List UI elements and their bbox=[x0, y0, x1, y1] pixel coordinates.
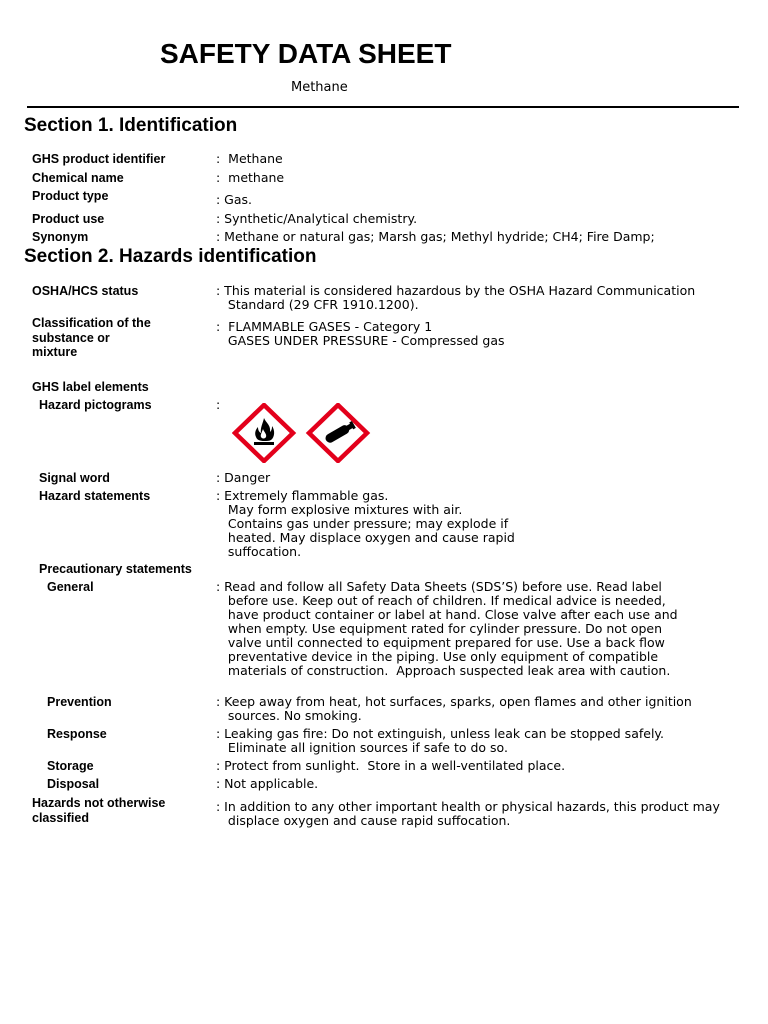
ghs-product-identifier-label: GHS product identifier bbox=[32, 152, 166, 166]
product-type-value: : Gas. bbox=[216, 192, 253, 207]
chemical-name-value: : methane bbox=[216, 170, 285, 185]
signal-word-label: Signal word bbox=[39, 471, 110, 485]
prevention-label: Prevention bbox=[47, 695, 112, 709]
hazard-statements-value: : Extremely flammable gas. May form explosive mixtures with air. Contains gas under pressure; may explode if heated. May displace oxygen and cause rapid suffocation. bbox=[216, 488, 515, 559]
product-use-value: : Synthetic/Analytical chemistry. bbox=[216, 211, 418, 226]
document-subtitle: Methane bbox=[291, 80, 348, 95]
classification-label: Classification of the substance or mixture bbox=[32, 316, 151, 359]
ghs-label-elements-heading: GHS label elements bbox=[32, 380, 149, 394]
chemical-name-label: Chemical name bbox=[32, 171, 124, 185]
response-value: : Leaking gas fire: Do not extinguish, unless leak can be stopped safely. Eliminate all ignition sources if safe to do so. bbox=[216, 726, 665, 755]
prevention-value: : Keep away from heat, hot surfaces, sparks, open flames and other ignition sources. No smoking. bbox=[216, 694, 692, 723]
section-1-heading: Section 1. Identification bbox=[24, 115, 238, 136]
osha-hcs-status-value: : This material is considered hazardous by the OSHA Hazard Communication Standard (29 CFR 1910.1200). bbox=[216, 283, 696, 312]
osha-hcs-status-label: OSHA/HCS status bbox=[32, 284, 139, 298]
hazards-not-otherwise-classified-value: : In addition to any other important health or physical hazards, this product may displace oxygen and cause rapid suffocation. bbox=[216, 799, 720, 828]
classification-value: : FLAMMABLE GASES - Category 1 GASES UNDER PRESSURE - Compressed gas bbox=[216, 319, 505, 348]
product-use-label: Product use bbox=[32, 212, 105, 226]
hazards-not-otherwise-classified-label: Hazards not otherwise classified bbox=[32, 796, 166, 825]
storage-label: Storage bbox=[47, 759, 94, 773]
flame-icon bbox=[235, 405, 293, 461]
ghs-product-identifier-value: : Methane bbox=[216, 151, 283, 166]
synonym-value: : Methane or natural gas; Marsh gas; Methyl hydride; CH4; Fire Damp; bbox=[216, 229, 655, 244]
document-title: SAFETY DATA SHEET bbox=[160, 38, 452, 69]
synonym-label: Synonym bbox=[32, 230, 89, 244]
header-divider bbox=[27, 106, 739, 108]
gas-cylinder-icon bbox=[309, 405, 367, 461]
hazard-pictograms bbox=[232, 403, 372, 463]
general-label: General bbox=[47, 580, 94, 594]
section-2-heading: Section 2. Hazards identification bbox=[24, 246, 317, 267]
response-label: Response bbox=[47, 727, 107, 741]
hazard-pictograms-colon: : bbox=[216, 397, 221, 412]
pictogram-row bbox=[232, 403, 372, 463]
hazard-statements-label: Hazard statements bbox=[39, 489, 151, 503]
precautionary-statements-label: Precautionary statements bbox=[39, 562, 192, 576]
signal-word-value: : Danger bbox=[216, 470, 271, 485]
general-value: : Read and follow all Safety Data Sheets (SDS’S) before use. Read label before use. Keep out of reach of children. If medical advice is needed, have product container or label at hand. Close valve after each use and when empty. Use equipment rated for cylinder pressure. Do not open valve until connected to equipment prepared for use. Use a back flow preventative device in the piping. Use only equipment of compatible materials of construction. Approach suspected leak area with caution. bbox=[216, 579, 678, 678]
hazard-pictograms-label: Hazard pictograms bbox=[39, 398, 152, 412]
disposal-label: Disposal bbox=[47, 777, 100, 791]
storage-value: : Protect from sunlight. Store in a well-ventilated place. bbox=[216, 758, 566, 773]
product-type-label: Product type bbox=[32, 189, 109, 203]
disposal-value: : Not applicable. bbox=[216, 776, 319, 791]
